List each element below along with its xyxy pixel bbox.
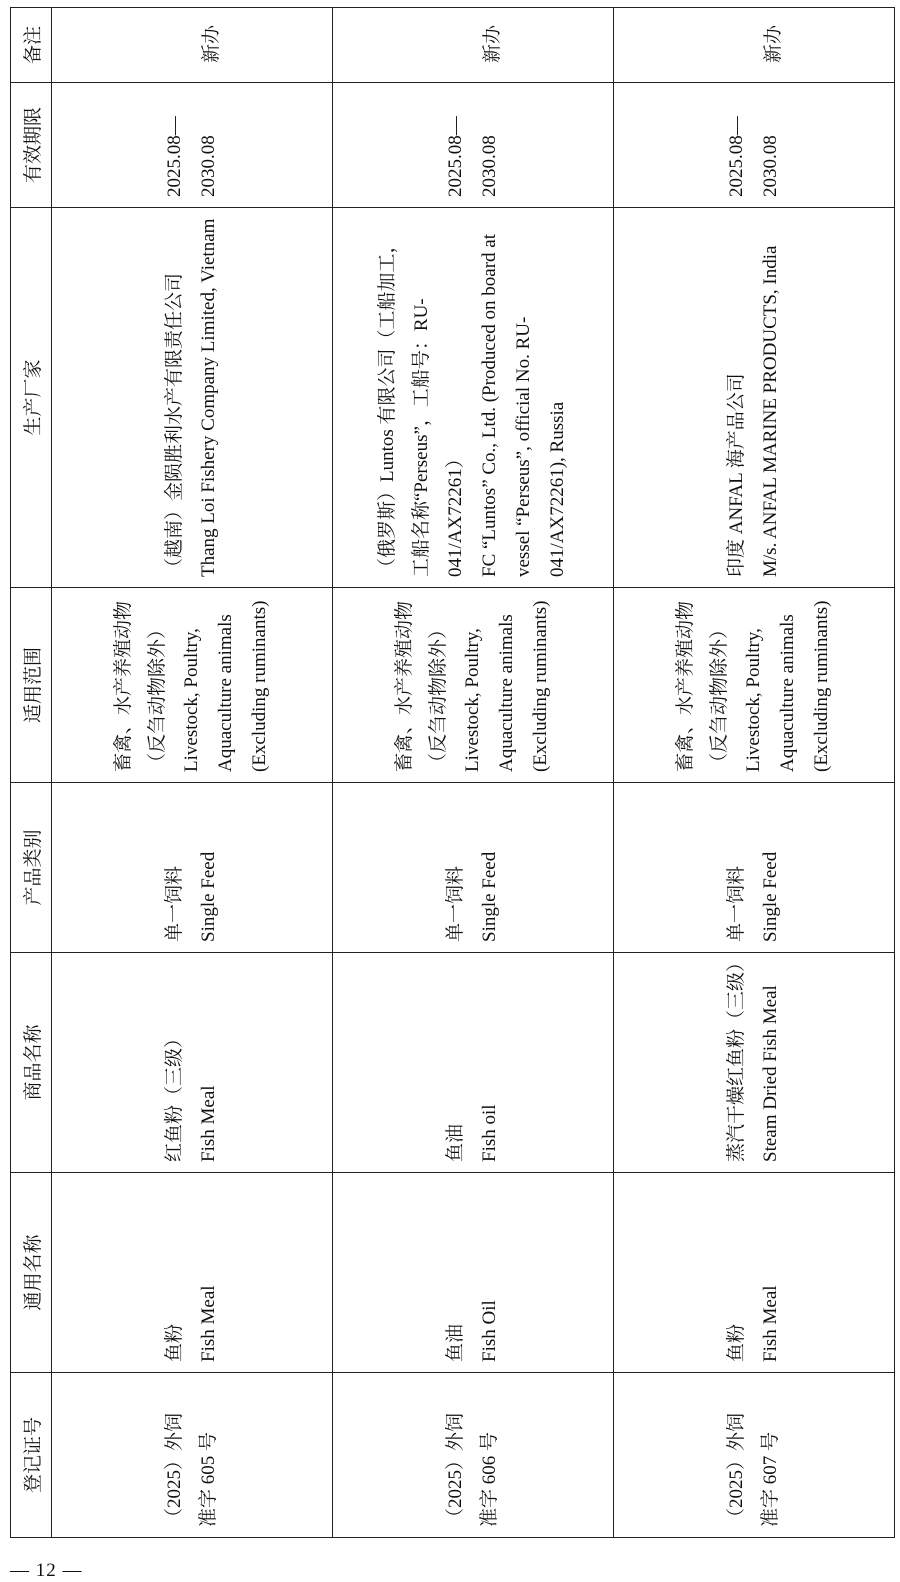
header-trade-name: 商品名称 xyxy=(11,953,52,1173)
validity-end: 2030.08 xyxy=(479,135,500,197)
cell-note xyxy=(333,8,614,83)
trade-name-en: Steam Dried Fish Meal xyxy=(760,985,781,1162)
trade-name-cn: 鱼油 xyxy=(445,1123,466,1162)
cell-scope xyxy=(614,588,895,783)
reg-no-line-2: 准字 607 号 xyxy=(760,1431,781,1527)
manufacturer-en: Thang Loi Fishery Company Limited, Vietnam xyxy=(198,218,219,577)
scope-en: Livestock, Poultry, Aquaculture animals (Excluding ruminants) xyxy=(181,600,270,772)
trade-name-en: Fish Meal xyxy=(198,1085,219,1162)
manufacturer-en: M/s. ANFAL MARINE PRODUCTS, India xyxy=(760,245,781,577)
table-row xyxy=(614,8,895,1538)
cell-reg-no xyxy=(333,1373,614,1538)
category-cn: 单一饲料 xyxy=(726,865,747,942)
cell-category xyxy=(52,783,333,953)
table-header-row xyxy=(11,8,52,1538)
common-name-cn: 鱼油 xyxy=(445,1323,466,1362)
cell-validity xyxy=(614,83,895,208)
scope-cn: 畜禽、水产养殖动物（反刍动物除外） xyxy=(113,600,168,772)
header-reg-no: 登记证号 xyxy=(11,1373,52,1538)
page-number: — 12 — xyxy=(10,1560,83,1581)
scope-en: Livestock, Poultry, Aquaculture animals (Excluding ruminants) xyxy=(743,600,832,772)
cell-validity xyxy=(333,83,614,208)
cell-manufacturer xyxy=(333,208,614,588)
reg-no-line-2: 准字 605 号 xyxy=(198,1431,219,1527)
common-name-cn: 鱼粉 xyxy=(726,1323,747,1362)
common-name-cn: 鱼粉 xyxy=(164,1323,185,1362)
cell-common-name xyxy=(614,1173,895,1373)
table-row xyxy=(333,8,614,1538)
cell-reg-no xyxy=(614,1373,895,1538)
validity-end: 2030.08 xyxy=(760,135,781,197)
cell-reg-no xyxy=(52,1373,333,1538)
scope-en: Livestock, Poultry, Aquaculture animals (Excluding ruminants) xyxy=(462,600,551,772)
common-name-en: Fish Oil xyxy=(479,1300,500,1362)
feed-registration-table xyxy=(10,7,895,1538)
table-row xyxy=(52,8,333,1538)
category-en: Single Feed xyxy=(198,851,219,942)
cell-validity xyxy=(52,83,333,208)
cell-trade-name xyxy=(333,953,614,1173)
cell-note xyxy=(614,8,895,83)
scope-cn: 畜禽、水产养殖动物（反刍动物除外） xyxy=(675,600,730,772)
cell-trade-name xyxy=(52,953,333,1173)
validity-start: 2025.08— xyxy=(445,116,466,197)
cell-manufacturer xyxy=(52,208,333,588)
note-text: 新办 xyxy=(201,25,222,64)
cell-trade-name xyxy=(614,953,895,1173)
common-name-en: Fish Meal xyxy=(198,1285,219,1362)
header-scope: 适用范围 xyxy=(11,588,52,783)
note-text: 新办 xyxy=(763,25,784,64)
rotated-table-container xyxy=(10,8,892,1538)
cell-category xyxy=(333,783,614,953)
cell-note xyxy=(52,8,333,83)
cell-manufacturer xyxy=(614,208,895,588)
trade-name-en: Fish oil xyxy=(479,1104,500,1162)
cell-scope xyxy=(333,588,614,783)
cell-common-name xyxy=(52,1173,333,1373)
validity-start: 2025.08— xyxy=(164,116,185,197)
reg-no-line-1: （2025）外饲 xyxy=(726,1412,747,1527)
reg-no-line-1: （2025）外饲 xyxy=(164,1412,185,1527)
category-en: Single Feed xyxy=(760,851,781,942)
header-common-name: 通用名称 xyxy=(11,1173,52,1373)
reg-no-line-2: 准字 606 号 xyxy=(479,1431,500,1527)
header-manufacturer: 生产厂家 xyxy=(11,208,52,588)
trade-name-cn: 红鱼粉（三级） xyxy=(164,1028,185,1162)
validity-start: 2025.08— xyxy=(726,116,747,197)
validity-end: 2030.08 xyxy=(198,135,219,197)
category-en: Single Feed xyxy=(479,851,500,942)
header-category: 产品类别 xyxy=(11,783,52,953)
manufacturer-cn: 印度 ANFAL 海产品公司 xyxy=(726,373,747,577)
header-validity: 有效期限 xyxy=(11,83,52,208)
header-note: 备注 xyxy=(11,8,52,83)
manufacturer-en: FC “Luntos” Co., Ltd. (Produced on board at vessel “Perseus”, official No. RU-041/AX72261), Russia xyxy=(479,233,568,577)
note-text: 新办 xyxy=(482,25,503,64)
cell-common-name xyxy=(333,1173,614,1373)
manufacturer-cn: （越南）金陨胜利水产有限责任公司 xyxy=(164,272,185,577)
category-cn: 单一饲料 xyxy=(445,865,466,942)
category-cn: 单一饲料 xyxy=(164,865,185,942)
scope-cn: 畜禽、水产养殖动物（反刍动物除外） xyxy=(394,600,449,772)
reg-no-line-1: （2025）外饲 xyxy=(445,1412,466,1527)
cell-scope xyxy=(52,588,333,783)
trade-name-cn: 蒸汽干燥红鱼粉（三级） xyxy=(726,952,747,1162)
manufacturer-cn: （俄罗斯）Luntos 有限公司（工船加工，工船名称“Perseus”，工船号：RU-041/AX72261） xyxy=(377,234,466,577)
cell-category xyxy=(614,783,895,953)
common-name-en: Fish Meal xyxy=(760,1285,781,1362)
